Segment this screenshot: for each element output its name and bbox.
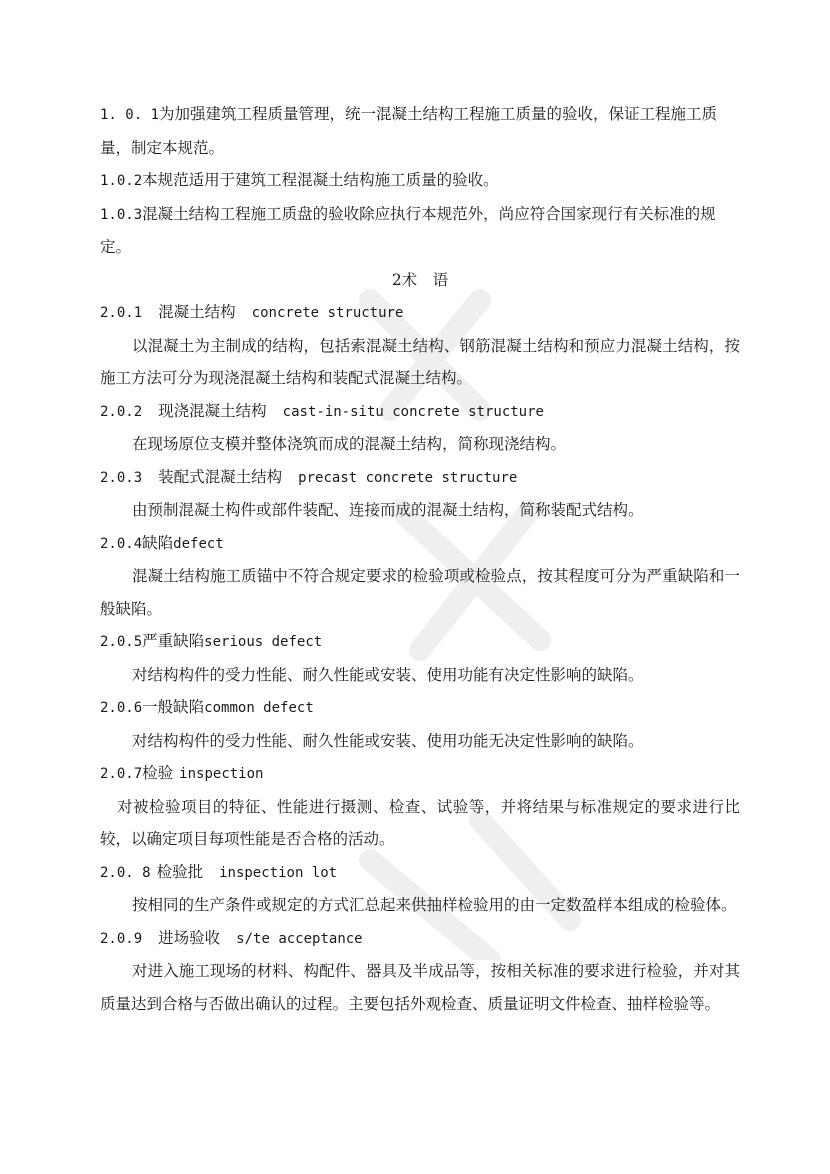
- term-en: serious defect: [204, 634, 323, 650]
- term-en: precast concrete structure: [298, 469, 518, 486]
- term-definition: 由预制混凝土构件或部件装配、连接而成的混凝土结构，简称装配式结构。: [132, 501, 644, 519]
- term-definition: 在现场原位支模并整体浇筑而成的混凝土结构，简称现浇结构。: [132, 435, 567, 453]
- term-definition: 按相同的生产条件或规定的方式汇总起来供抽样检验用的由一定数盈样本组成的检验体。: [132, 896, 737, 914]
- term-number: 2.0.9: [100, 930, 143, 947]
- term-zh: 检验: [142, 764, 174, 782]
- term-zh: 现浇混凝土结构: [158, 401, 267, 420]
- term-heading: [100, 757, 740, 791]
- term-en: inspection: [179, 766, 264, 782]
- clause-number: 1. 0. 1: [100, 107, 160, 123]
- term-heading: [100, 922, 740, 956]
- term-heading: [100, 691, 740, 725]
- term-zh: 一般缺陷: [142, 698, 205, 716]
- term-number: 2.0.7: [100, 766, 143, 782]
- term-en: cast-in-situ concrete structure: [282, 403, 544, 420]
- clause-number: 1.0.3: [100, 206, 143, 223]
- term-definition: 混凝土结构施工质锚中不符合规定要求的检验项或检验点，按其程度可分为严重缺陷和一般缺陷。: [100, 567, 740, 618]
- clause-1-0-1: [100, 98, 740, 164]
- term-zh: 严重缺陷: [142, 632, 205, 650]
- term-en: s/te acceptance: [236, 930, 363, 947]
- term-en: concrete structure: [251, 305, 404, 321]
- term-en: defect: [173, 535, 224, 552]
- term-zh: 装配式混凝土结构: [158, 467, 283, 486]
- term-heading: [100, 395, 740, 429]
- term-zh: 混凝土结构: [158, 303, 236, 321]
- term-heading: [100, 625, 740, 659]
- term-definition: 对被检验项目的特征、性能进行摄测、检查、试验等，并将结果与标准规定的要求进行比较，以确定项目每项性能是否合格的活动。: [100, 797, 740, 848]
- term-number: 2.0. 8: [100, 864, 151, 881]
- clause-text: 混凝土结构工程施工质盘的验收除应执行本规范外，尚应符合国家现行有关标准的规定。: [100, 204, 716, 256]
- term-zh: 检验批: [156, 862, 204, 881]
- document-page: [100, 98, 740, 1020]
- term-heading: [100, 296, 740, 330]
- term-number: 2.0.4: [100, 535, 143, 552]
- term-number: 2.0.6: [100, 700, 143, 716]
- term-en: inspection lot: [219, 864, 338, 881]
- term-definition: 对结构构件的受力性能、耐久性能或安装、使用功能无决定性影响的缺陷。: [132, 731, 644, 750]
- term-en: common defect: [204, 700, 314, 716]
- term-number: 2.0.1: [100, 305, 143, 321]
- term-definition: 对结构构件的受力性能、耐久性能或安装、使用功能有决定性影响的缺陷。: [132, 665, 644, 684]
- clause-text: 本规范适用于建筑工程混凝土结构施工质量的验收。: [142, 171, 499, 189]
- clause-1-0-3: [100, 198, 740, 264]
- clause-1-0-2: [100, 164, 740, 198]
- term-zh: 缺陷: [142, 533, 174, 552]
- term-number: 2.0.3: [100, 469, 143, 486]
- term-definition: 以混凝土为主制成的结构，包括索混凝土结构、钢筋混凝土结构和预应力混凝土结构，按施工方法可分为现浇混凝土结构和装配式混凝土结构。: [100, 336, 740, 387]
- clause-text: 为加强建筑工程质量管理，统一混凝土结构工程施工质量的验收，保证工程施工质量，制定本规范。: [100, 105, 718, 157]
- term-number: 2.0.2: [100, 403, 143, 420]
- chapter-heading: 2术 语: [391, 270, 449, 289]
- term-number: 2.0.5: [100, 634, 143, 650]
- term-definition: 对进入施工现场的材料、构配件、器具及半成品等，按相关标准的要求进行检验，并对其质量达到合格与否做出确认的过程。主要包括外观检查、质量证明文件检查、抽样检验等。: [100, 962, 740, 1013]
- clause-number: 1.0.2: [100, 173, 143, 189]
- term-heading: [100, 461, 740, 495]
- term-zh: 进场验收: [158, 928, 221, 947]
- term-heading: [100, 856, 740, 890]
- term-heading: [100, 527, 740, 561]
